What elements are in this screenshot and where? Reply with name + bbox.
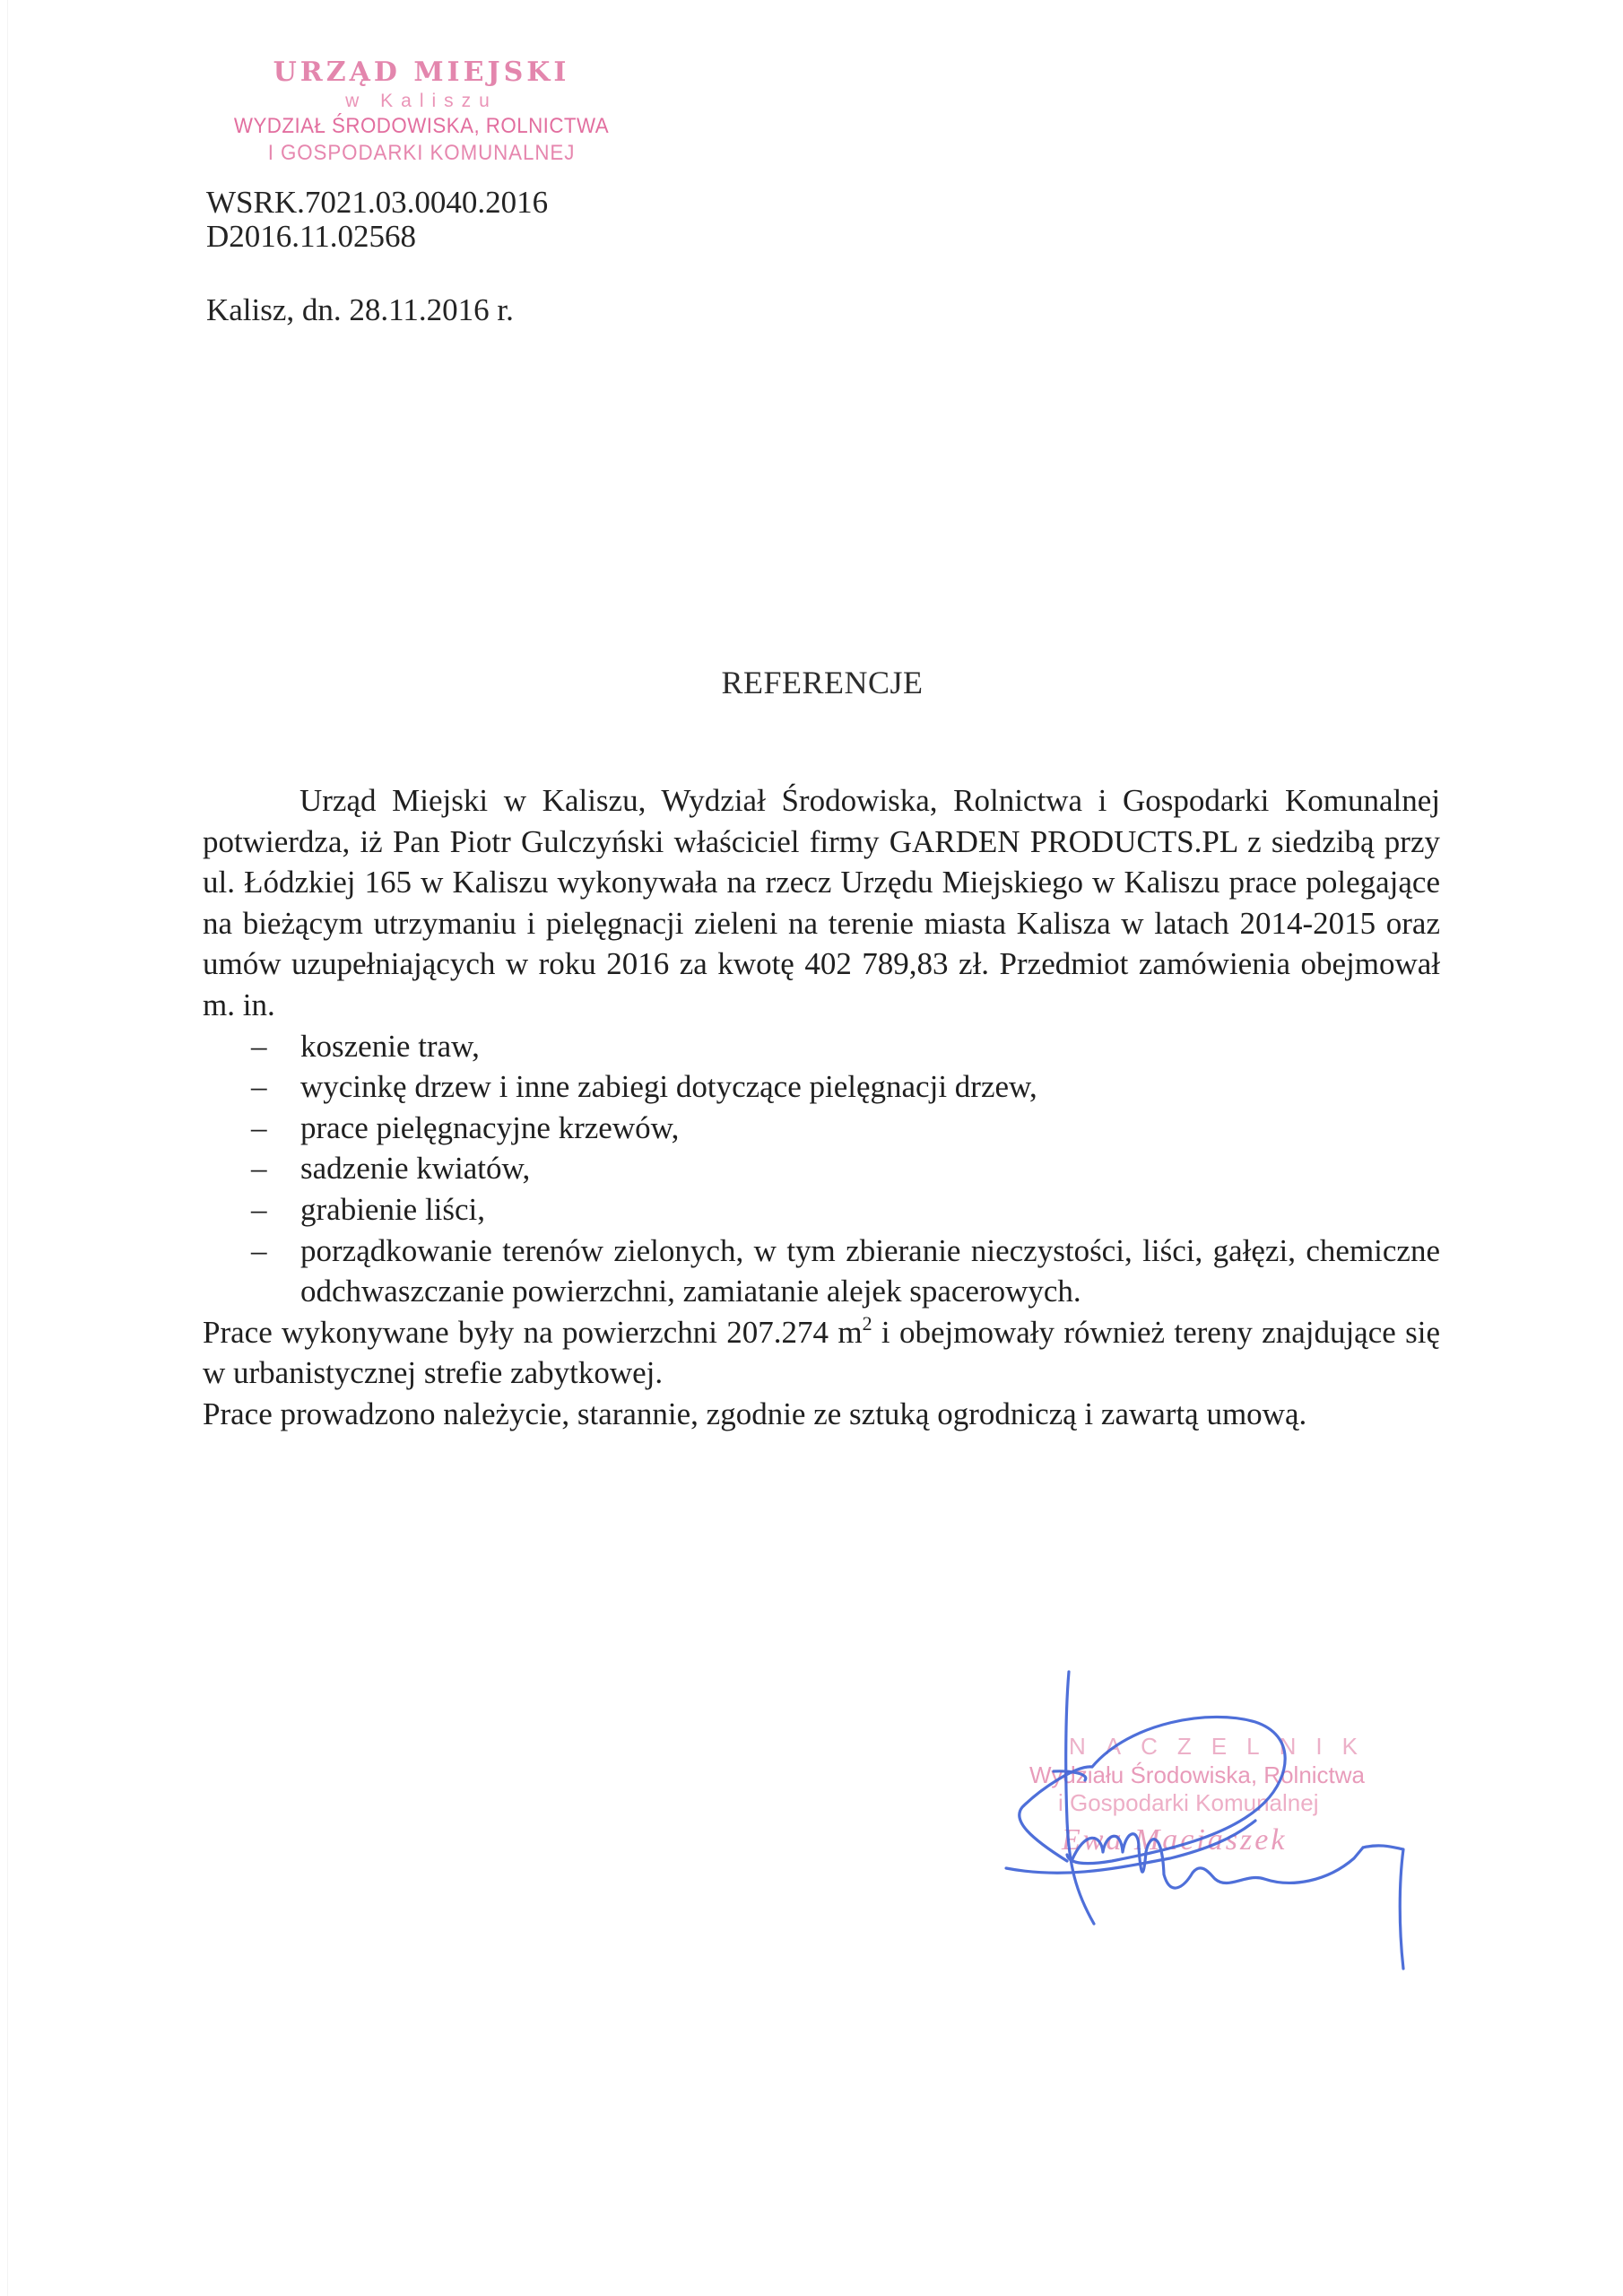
- scan-edge: [7, 0, 8, 2296]
- dash-bullet-icon: –: [251, 1232, 267, 1268]
- dash-bullet-icon: –: [251, 1191, 267, 1227]
- stamp-office-name: URZĄD MIEJSKI: [273, 57, 570, 88]
- intro-paragraph: Urząd Miejski w Kaliszu, Wydział Środowiska, Rolnictwa i Gospodarki Komunalnej potwierdza, iż Pan Piotr Gulczyński właściciel firmy GARDEN PRODUCTS.PL z siedzibą przy ul. Łódzkiej 165 w Kaliszu wykonywała na rzecz Urzędu Miejskiego w Kaliszu prace polegające na bieżącym utrzymaniu i pielęgnacji zieleni na terenie miasta Kalisza w latach 2014-2015 oraz umów uzupełniających w roku 2016 za kwotę 402 789,83 zł. Przedmiot zamówienia obejmował m. in.: [203, 783, 1440, 1022]
- scope-item: [203, 1066, 1440, 1108]
- area-text-before: Prace wykonywane były na powierzchni 207.274 m: [203, 1314, 863, 1350]
- dash-bullet-icon: –: [251, 1028, 267, 1064]
- scope-item-text: koszenie traw,: [300, 1028, 480, 1064]
- signatory-name: Ewa Maciaszek: [1062, 1823, 1288, 1857]
- signature-stamp-title: NACZELNIK: [1069, 1733, 1377, 1760]
- scope-item: [203, 1231, 1440, 1312]
- stamp-department-line1: WYDZIAŁ ŚRODOWISKA, ROLNICTWA: [233, 114, 610, 138]
- letter-body: [203, 780, 1440, 1435]
- case-number: WSRK.7021.03.0040.2016: [206, 185, 549, 220]
- closing-paragraph: Prace prowadzono należycie, starannie, zgodnie ze sztuką ogrodniczą i zawartą umową.: [203, 1396, 1307, 1431]
- document-number: D2016.11.02568: [206, 219, 416, 254]
- scope-item-text: grabienie liści,: [300, 1191, 486, 1227]
- signature-stamp-department-2: i Gospodarki Komunalnej: [1058, 1789, 1319, 1816]
- area-paragraph: [203, 1312, 1440, 1394]
- scope-list: [203, 1026, 1440, 1312]
- scope-item: [203, 1148, 1440, 1189]
- scope-item: [203, 1108, 1440, 1149]
- scope-item: [203, 1189, 1440, 1231]
- scope-item: [203, 1026, 1440, 1067]
- scope-item-text: prace pielęgnacyjne krzewów,: [300, 1109, 680, 1145]
- dash-bullet-icon: –: [251, 1151, 267, 1187]
- area-text-after: i obejmowały również tereny znajdujące się w urbanistycznej strefie zabytkowej.: [203, 1314, 1441, 1391]
- area-superscript: 2: [862, 1311, 872, 1335]
- dash-bullet-icon: –: [251, 1069, 267, 1105]
- place-and-date: Kalisz, dn. 28.11.2016 r.: [206, 292, 514, 327]
- scope-item-text: wycinkę drzew i inne zabiegi dotyczące pielęgnacji drzew,: [300, 1069, 1037, 1105]
- signature-stroke-tail: [1363, 1846, 1403, 1969]
- signature-stamp-department: Wydziału Środowiska, Rolnictwa: [1029, 1761, 1366, 1788]
- stamp-department-line2: I GOSPODARKI KOMUNALNEJ: [267, 141, 576, 165]
- signature-stamp: [1029, 1731, 1415, 1864]
- office-header-stamp: [179, 56, 664, 167]
- dash-bullet-icon: –: [251, 1109, 267, 1145]
- document-title: REFERENCJE: [721, 665, 924, 700]
- scope-item-text: porządkowanie terenów zielonych, w tym zbieranie nieczystości, liści, gałęzi, chemiczne odchwaszczanie powierzchni, zamiatanie alejek spacerowych.: [300, 1232, 1440, 1309]
- scope-item-text: sadzenie kwiatów,: [300, 1151, 531, 1187]
- stamp-office-city: w Kaliszu: [345, 91, 498, 111]
